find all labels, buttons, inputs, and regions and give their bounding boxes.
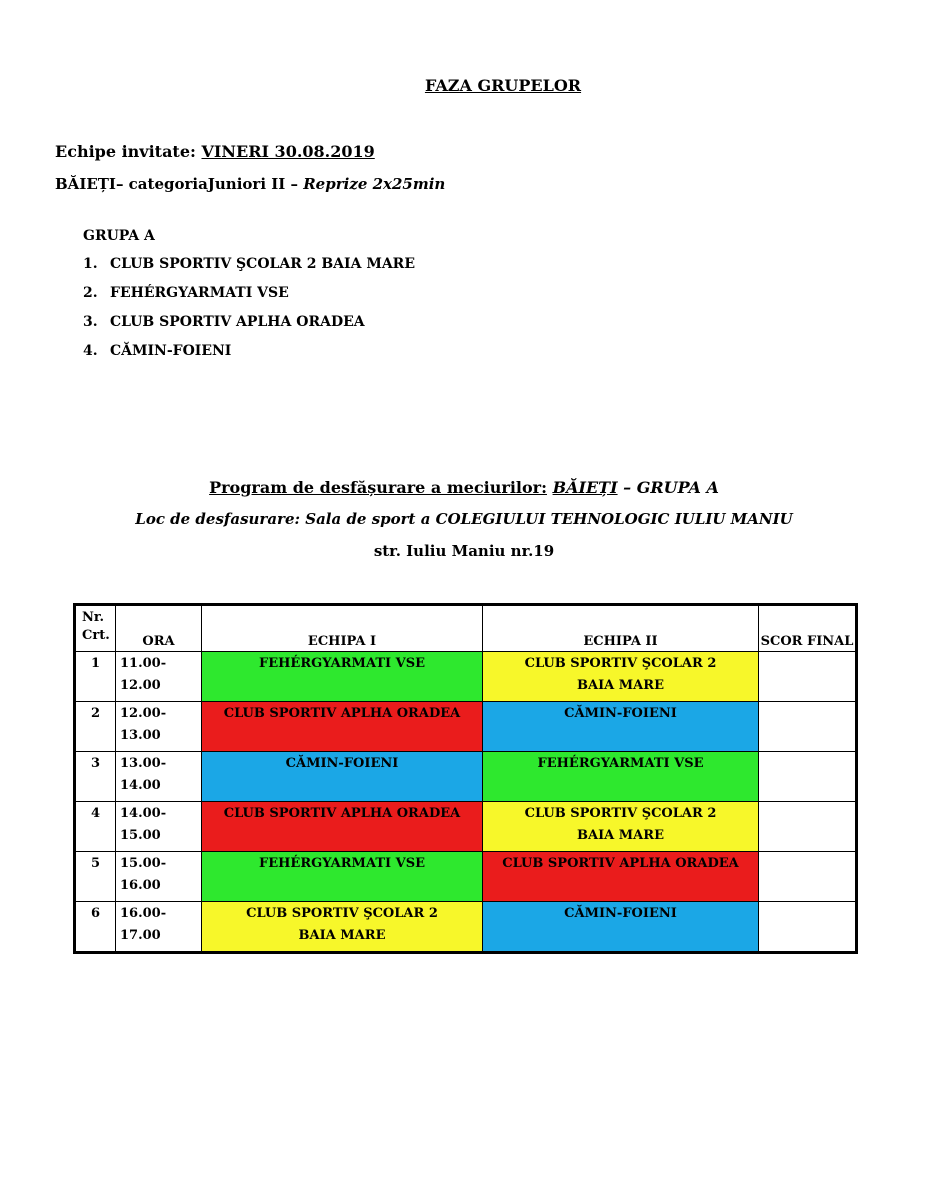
row-team1: CLUB SPORTIV APLHA ORADEA [202, 702, 483, 752]
row-time: 16.00-17.00 [116, 902, 202, 953]
category-duration: Reprize 2x25min [303, 175, 446, 193]
program-title-group: – GRUPA A [617, 478, 719, 497]
list-number: 1. [83, 256, 98, 272]
row-team2: CĂMIN-FOIENI [483, 702, 759, 752]
row-team2: FEHÉRGYARMATI VSE [483, 752, 759, 802]
row-nr: 2 [75, 702, 116, 752]
row-time: 15.00-16.00 [116, 852, 202, 902]
row-score [759, 652, 857, 702]
table-row [75, 802, 857, 852]
team-name: CLUB SPORTIV ŞCOLAR 2 BAIA MARE [110, 256, 415, 272]
row-team1: CLUB SPORTIV APLHA ORADEA [202, 802, 483, 852]
header-ora: ORA [116, 605, 202, 652]
program-street: str. Iuliu Maniu nr.19 [373, 542, 555, 560]
table-row [75, 852, 857, 902]
list-item [83, 285, 415, 314]
table-row [75, 902, 857, 953]
row-team1: CLUB SPORTIV ŞCOLAR 2 BAIA MARE [202, 902, 483, 953]
row-nr: 5 [75, 852, 116, 902]
table-row [75, 702, 857, 752]
category-line [55, 175, 445, 193]
row-team2: CĂMIN-FOIENI [483, 902, 759, 953]
program-location: Loc de desfasurare: Sala de sport a COLEGIULUI TEHNOLOGIC IULIU MANIU [135, 510, 793, 528]
program-title-main: Program de desfășurare a meciurilor: [209, 478, 547, 497]
list-item [83, 343, 415, 372]
header-nr: Nr. Crt. [75, 605, 116, 652]
table-row [75, 752, 857, 802]
row-score [759, 752, 857, 802]
row-time: 12.00-13.00 [116, 702, 202, 752]
category-text: BĂIEȚI– categoriaJuniori II – [55, 175, 304, 193]
row-time: 13.00-14.00 [116, 752, 202, 802]
list-number: 2. [83, 285, 98, 301]
row-score [759, 802, 857, 852]
page-title: FAZA GRUPELOR [424, 76, 582, 95]
table-row [75, 652, 857, 702]
invited-line [55, 142, 375, 161]
table-header-row [75, 605, 857, 652]
row-time: 11.00-12.00 [116, 652, 202, 702]
invited-date: VINERI 30.08.2019 [201, 142, 375, 161]
team-name: FEHÉRGYARMATI VSE [110, 285, 289, 301]
row-team1: FEHÉRGYARMATI VSE [202, 652, 483, 702]
list-item [83, 314, 415, 343]
row-nr: 3 [75, 752, 116, 802]
row-time: 14.00-15.00 [116, 802, 202, 852]
row-score [759, 702, 857, 752]
row-nr: 6 [75, 902, 116, 953]
header-score: SCOR FINAL [759, 605, 857, 652]
row-score [759, 852, 857, 902]
team-name: CĂMIN-FOIENI [110, 343, 232, 359]
program-title-gender: BĂIEȚI [552, 478, 618, 497]
row-team1: CĂMIN-FOIENI [202, 752, 483, 802]
row-team2: CLUB SPORTIV APLHA ORADEA [483, 852, 759, 902]
group-title: GRUPA A [83, 228, 155, 244]
list-number: 4. [83, 343, 98, 359]
header-team2: ECHIPA II [483, 605, 759, 652]
row-team2: CLUB SPORTIV ŞCOLAR 2 BAIA MARE [483, 802, 759, 852]
row-team1: FEHÉRGYARMATI VSE [202, 852, 483, 902]
header-team1: ECHIPA I [202, 605, 483, 652]
row-nr: 4 [75, 802, 116, 852]
invited-label: Echipe invitate: [55, 142, 196, 161]
schedule-table [73, 603, 858, 954]
row-nr: 1 [75, 652, 116, 702]
program-title [0, 478, 928, 497]
team-name: CLUB SPORTIV APLHA ORADEA [110, 314, 365, 330]
row-team2: CLUB SPORTIV ŞCOLAR 2 BAIA MARE [483, 652, 759, 702]
list-number: 3. [83, 314, 98, 330]
row-score [759, 902, 857, 953]
list-item [83, 256, 415, 285]
team-list [83, 256, 415, 372]
